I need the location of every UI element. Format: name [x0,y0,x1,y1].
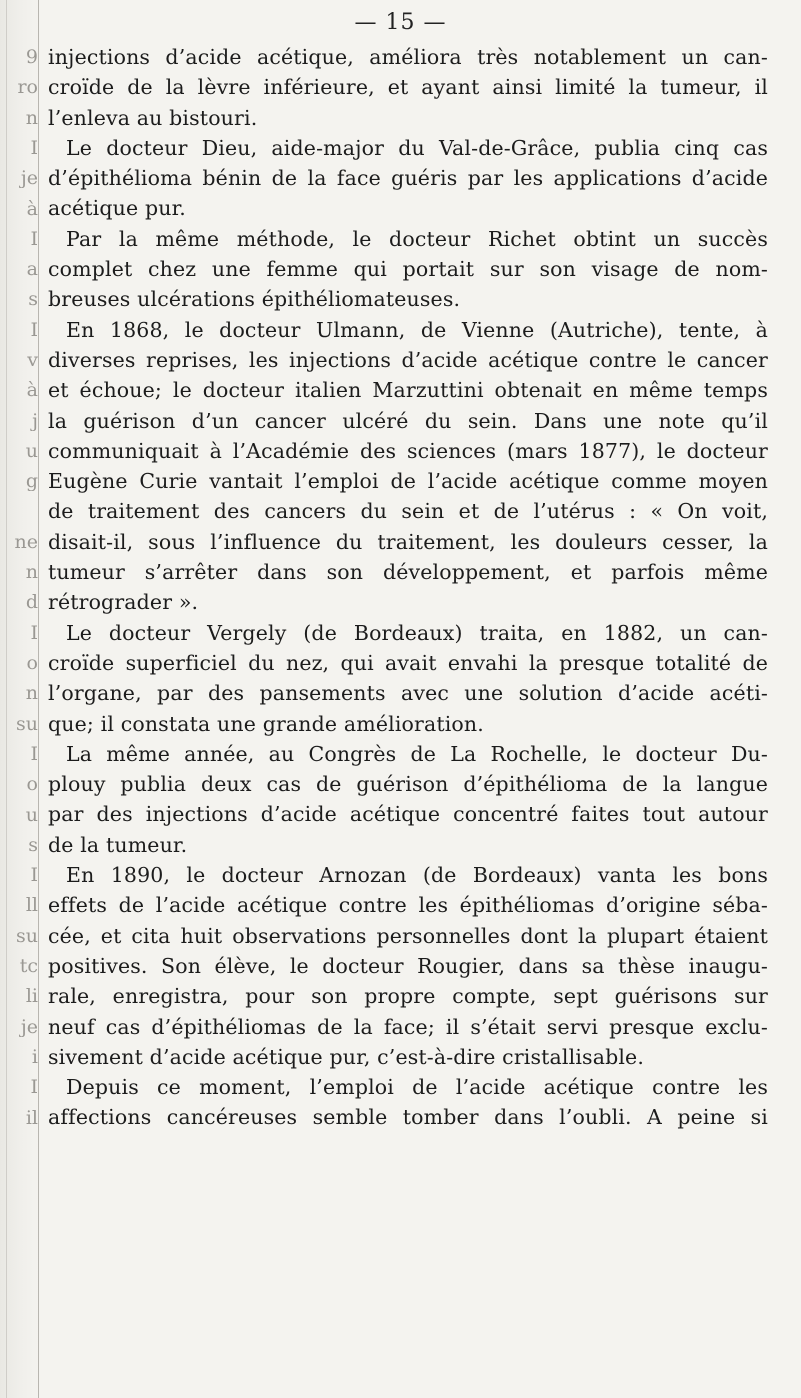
text-line: tumeur s’arrêter dans son développement, et parfois même [48,560,768,585]
text-line: La même année, au Congrès de La Rochelle, le docteur Du- [66,741,768,766]
text-line: acétique pur. [48,196,186,221]
bleed-mark: je [20,1017,38,1037]
bleed-mark: I [30,744,38,764]
text-line: affections cancéreuses semble tomber dans l’oubli. A peine si [48,1105,768,1130]
text-line: injections d’acide acétique, améliora très notablement un can- [48,45,768,69]
text-line: En 1868, le docteur Ulmann, de Vienne (Autriche), tente, à [66,317,768,342]
text-line: Par la même méthode, le docteur Richet obtint un succès [66,226,768,251]
text-line: Le docteur Dieu, aide-major du Val-de-Grâce, publia cinq cas [66,135,768,160]
bleed-mark: à [26,381,38,401]
text-line: de la tumeur. [48,832,188,857]
text-line: l’organe, par des pansements avec une solution d’acide acéti- [48,681,768,706]
bleed-mark: I [30,1078,38,1098]
bleed-mark: a [26,260,38,280]
bleed-mark: ll [25,896,38,916]
bleed-mark: 9 [25,48,38,67]
bleed-mark: u [25,805,38,825]
bleed-mark: d [25,593,38,613]
bleed-mark: su [16,714,38,734]
bleed-mark: I [30,320,38,340]
bleed-mark: i [31,1047,38,1067]
text-line: Eugène Curie vantait l’emploi de l’acide acétique comme moyen [48,469,768,494]
bleed-mark: I [30,138,38,158]
bleed-mark: ro [17,78,38,98]
text-line: positives. Son élève, le docteur Rougier, dans sa thèse inaugu- [48,953,768,978]
bleed-mark: I [30,229,38,249]
bleed-mark: o [26,775,38,795]
bleed-mark: su [16,926,38,946]
gutter-edge [38,0,39,1398]
text-line: l’enleva au bistouri. [48,105,258,130]
bleed-mark: tc [19,957,38,976]
text-line: rétrograder ». [48,590,199,615]
text-line: diverses reprises, les injections d’acide acétique contre le cancer [48,347,768,372]
text-line: plouy publia deux cas de guérison d’épithélioma de la langue [48,772,768,797]
text-line: cée, et cita huit observations personnelles dont la plupart étaient [48,923,768,948]
bleed-mark: v [27,351,38,370]
text-line: de traitement des cancers du sein et de l’utérus : « On voit, [48,499,768,524]
text-line: effets de l’acide acétique contre les épithéliomas d’origine séba- [48,893,768,918]
bleed-mark: o [26,654,38,673]
bleed-mark: n [25,684,38,704]
text-line: par des injections d’acide acétique concentré faites tout autour [48,802,768,827]
bleed-mark: je [20,169,38,189]
body-text [48,42,768,1133]
text-line: disait-il, sous l’influence du traitement, les douleurs cesser, la [48,529,768,554]
text-line: complet chez une femme qui portait sur son visage de nom- [48,257,768,282]
bleed-mark: u [25,441,38,461]
text-line: En 1890, le docteur Arnozan (de Bordeaux) vanta les bons [66,863,768,888]
page-number-header: — 15 — [354,10,447,35]
bleed-mark: n [25,563,38,583]
bleed-mark: I [30,623,38,643]
text-line: la guérison d’un cancer ulcéré du sein. Dans une note qu’il [48,408,768,433]
text-line: Le docteur Vergely (de Bordeaux) traita, en 1882, un can- [66,620,768,645]
text-line: et échoue; le docteur italien Marzuttini obtenait en même temps [48,378,768,403]
gutter-fold [6,0,7,1398]
bleed-mark: ne [14,532,38,552]
text-line: neuf cas d’épithéliomas de la face; il s’était servi presque exclu- [48,1014,768,1039]
text-line: que; il constata une grande amélioration. [48,711,484,736]
text-line: Depuis ce moment, l’emploi de l’acide acétique contre les [66,1075,768,1100]
bleed-mark: li [25,987,38,1007]
text-line: breuses ulcérations épithéliomateuses. [48,287,461,312]
bleed-mark: I [30,866,38,886]
bleed-mark: n [25,108,38,128]
bleed-mark: il [25,1108,38,1128]
bleed-mark: j [32,411,38,431]
bleed-mark: g [25,472,38,492]
text-line: communiquait à l’Académie des sciences (mars 1877), le docteur [48,438,768,463]
text-line: d’épithélioma bénin de la face guéris par les applications d’acide [48,166,768,191]
bleed-mark: s [28,290,38,310]
text-line: rale, enregistra, pour son propre compte, sept guérisons sur [48,984,768,1009]
text-line: sivement d’acide acétique pur, c’est-à-dire cristallisable. [48,1044,644,1069]
text-line: croïde superficiel du nez, qui avait envahi la presque totalité de [48,650,768,675]
bleed-mark: s [28,835,38,855]
text-line: croïde de la lèvre inférieure, et ayant ainsi limité la tumeur, il [48,75,768,100]
bleed-mark: à [26,199,38,219]
